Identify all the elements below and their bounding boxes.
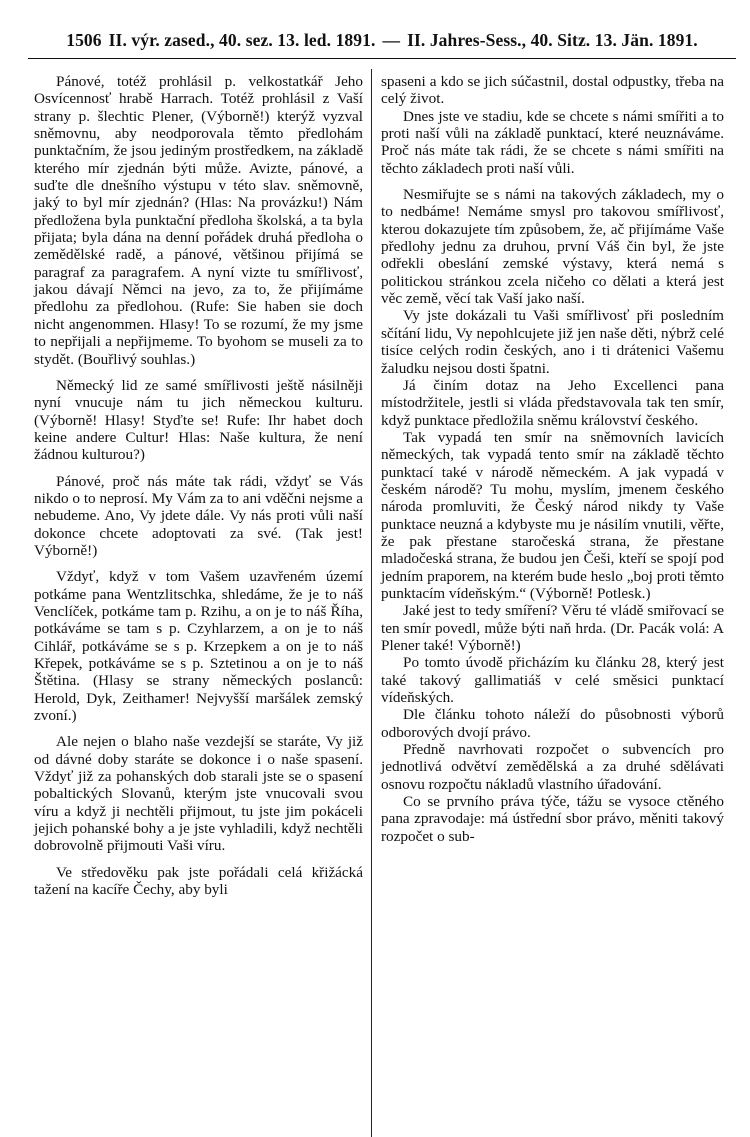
paragraph: spaseni a kdo se jich súčastnil, dostal odpustky, třeba na celý život. [381,73,724,108]
paragraph: Dle článku tohoto náleží do působnosti výborů odborových dvojí právo. [381,706,724,741]
paragraph: Vždyť, když v tom Vašem uzavřeném území potkáme pana Wentzlitschka, shledáme, že je to náš Venclíček, potkáme tam p. Rzihu, a on je to náš Říha, potkáváme se tam s p. Czyhlarzem, a on je to náš Cihlář, potkáváme se s p. Krzepkem a on je to náš Křepek, potkáváme se s p. Sztetinou a on je to náš Štětina. (Hlasy se strany německých poslanců: Herold, Dyk, Zeithamer! Nejvyšší maršálek zemský zvoní.) [34,568,363,725]
paragraph: Tak vypadá ten smír na sněmovních lavicích německých, tak vypadá tento smír na základě těchto punktací také v národě německém. A jak vypadá v českém národě? Tu mohu, myslím, jmenem českého národa promluviti, že Český národ nikdy ty Vaše punktace neuzná a kdybyste mu je násilím vnutili, věřte, že pak přestane staročeská strana, že přestane mladočeská strana, že budou jen Češi, kteří se spojí pod jedním praporem, na kterém bude heslo „boj proti těmto punktacím vídeňským.“ (Výborně! Potlesk.) [381,428,724,602]
german-session-label: II. Jahres-Sess., 40. Sitz. 13. Jän. 1891. [407,30,698,50]
running-header [28,30,736,51]
paragraph: Pánové, proč nás máte tak rádi, vždyť se Vás nikdo o to neprosí. My Vám za to ani vděčni nejsme a nebudeme. Ano, Vy jdete dále. Vy nás proti vůli naší dokonce chcete adoptovati za své. (Tak jest! Výborně!) [34,472,363,559]
header-dash: — [382,30,401,50]
paragraph: Vy jste dokázali tu Vaši smířlivosť při posledním sčítání lidu, Vy nepohlcujete již jen naše děti, nýbrž celé tisíce celých rodin českých, ano i ti drátenici Vašemu žaludku nejsou dosti špatni. [381,307,724,377]
paragraph: Jaké jest to tedy smíření? Věru té vládě smiřovací se ten smír povedl, může býti naň hrda. (Dr. Pacák volá: A Plener také! Výborně!) [381,602,724,654]
header-rule [28,58,736,59]
page-number: 1506 [66,30,102,50]
paragraph: Ale nejen o blaho naše vezdejší se staráte, Vy již od dávné doby staráte se dokonce i o naše spasení. Vždyť již za pohanských dob starali jste se o spasení pobaltických Slovanů, kterým jste vnucovali svou víru a když ji nechtěli přijmout, tu jste jim pokáceli jejich pohanské bohy a je jste vyhladili, když nechtěli dobrovolně přijmouti Vaši víru. [34,733,363,855]
page [28,30,736,1137]
paragraph: Nesmiřujte se s námi na takových základech, my o to nedbáme! Nemáme smysl pro takovou smířlivosť, kterou dokazujete tím způsobem, že, ač přijímáme Vaše předlohy jednu za druhou, první Váš čin byl, že jste odřekli obeslání zemské výstavy, která nemá s politickou stránkou zcela ničeho co dělati a která jest věc země, věcí tak Vaší jako naší. [381,186,724,308]
paragraph: Co se prvního práva týče, tážu se vysoce ctěného pana zpravodaje: má ústřední sbor právo, měniti takový rozpočet o sub- [381,793,724,845]
two-column-body [28,73,736,1137]
paragraph: Německý lid ze samé smířlivosti ještě násilněji nyní vnucuje nám tu jich německou kulturu. (Výborně! Hlasy! Styďte se! Rufe: Ihr habet doch keine andere Cultur! Hlas: Naše kultura, že není žádnou kulturou?) [34,376,363,464]
left-column [28,73,371,1137]
paragraph: Pánové, totéž prohlásil p. velkostatkář Jeho Osvícennosť hrabě Harrach. Totéž prohlásil z Vaší strany p. šlechtic Plener, (Výborně!) kterýž vyzval sněmovnu, aby neodporovala těmto předlohám punktačním, že jsou jediným prostředkem, na základě kterého mír zjednán býti může. Avizte, pánové, a suďte dle dnešního výstupu v této slav. sněmovně, jaký to byl mír zjednán? (Hlas: Na provázku!) Nám předložena byla punktační předloha školská, a ta byla přijata; byla dána na denní pořádek druhá předloha o zemědělské radě, a pánové, většinou přijímá se paragraf za paragrafem. A nyní vizte tu smířlivosť, jakou dávají Němci na jevo, za to, že přijímáme předlohu za předlohou. (Rufe: Sie haben sie doch nicht angenommen. Hlasy! To se rozumí, že my jsme to nepřijali a nepřijmeme. To byohom se museli za to stydět. (Bouřlivý souhlas.) [34,73,363,368]
right-column [372,73,724,1137]
paragraph: Ve středověku pak jste pořádali celá křižácká tažení na kacíře Čechy, aby byli [34,863,363,899]
paragraph: Po tomto úvodě přicházím ku článku 28, který jest také takový gallimatiáš v celé směsici punktací vídeňských. [381,654,724,707]
paragraph: Dnes jste ve stadiu, kde se chcete s námi smířiti a to proti naší vůli na základě punktací, které neuznáváme. Proč nás máte tak rádi, že se chcete s námi smířiti na těchto základech proti naší vůli. [381,107,724,177]
paragraph: Předně navrhovati rozpočet o subvencích pro jednotlivá odvětví zemědělská a za druhé sdělávati osnovu rozpočtu nákladů vlastního úřadování. [381,741,724,793]
czech-session-label: II. výr. zased., 40. sez. 13. led. 1891. [108,30,376,50]
paragraph: Já činím dotaz na Jeho Excellenci pana místodržitele, jestli si vláda představovala tak ten smír, když punktace předložila sněmu království českého. [381,376,724,429]
